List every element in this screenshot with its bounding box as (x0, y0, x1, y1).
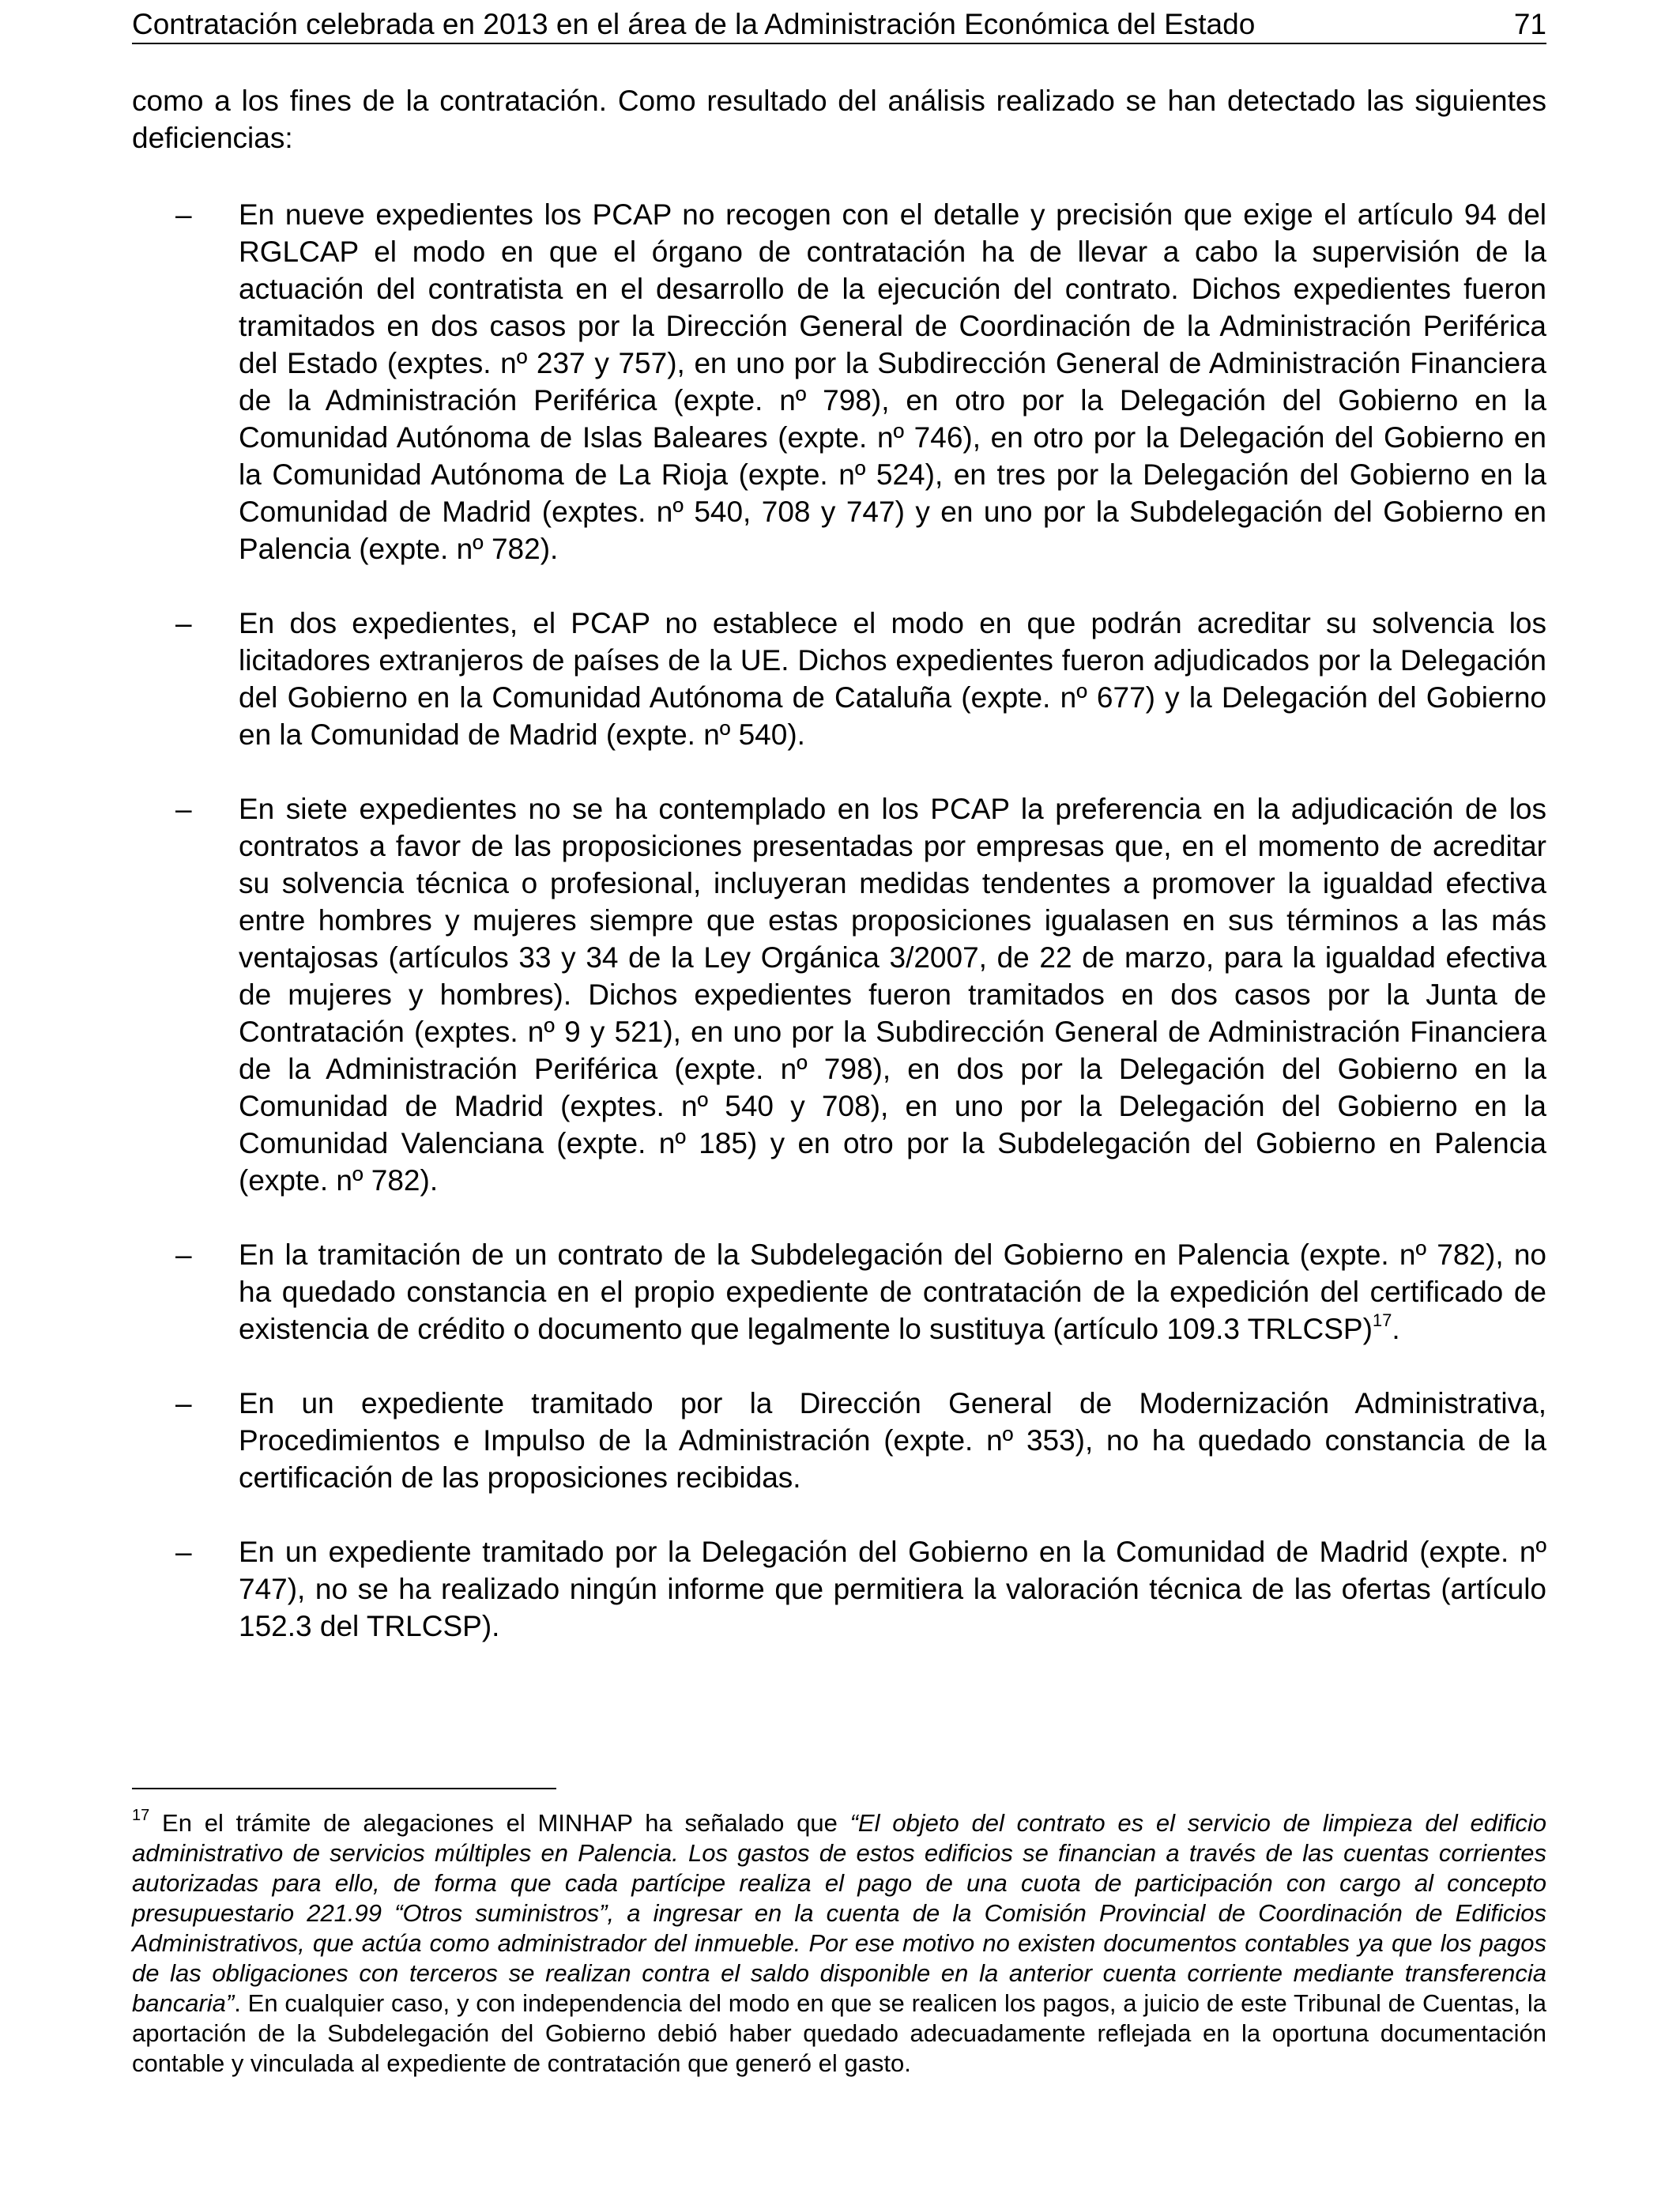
dash-marker: – (175, 1536, 192, 1568)
dash-marker: – (175, 793, 192, 825)
intro-paragraph: como a los fines de la contratación. Como resultado del análisis realizado se han detectado las siguientes deficiencias: (132, 85, 1546, 154)
footnote-quote: “El objeto del contrato es el servicio de limpieza del edificio administrativo de servicios múltiples en Palencia. Los gastos de estos edificios se financian a través de las cuentas corrientes autorizadas para ello, de forma que cada partícipe realiza el pago de una cuota de participación con cargo al concepto presupuestario 221.99 “Otros suministros”, a ingresar en la cuenta de la Comisión Provincial de Coordinación de Edificios Administrativos, que actúa como administrador del inmueble. Por ese motivo no existen documentos contables ya que los pagos de las obligaciones con terceros se realizan contra el saldo disponible en la anterior cuenta corriente mediante transferencia bancaria” (132, 1809, 1546, 2017)
list-item (132, 1385, 1546, 1496)
list-item (132, 196, 1546, 567)
footnote (132, 1808, 1546, 2079)
list-item-text: En dos expedientes, el PCAP no establece el modo en que podrán acreditar su solvencia los licitadores extranjeros de países de la UE. Dichos expedientes fueron adjudicados por la Delegación del Gobierno en la Comunidad Autónoma de Cataluña (expte. nº 677) y la Delegación del Gobierno en la Comunidad de Madrid (expte. nº 540). (239, 607, 1546, 751)
footnote-number: 17 (132, 1807, 150, 1824)
footnote-lead: En el trámite de alegaciones el MINHAP ha señalado que (162, 1809, 850, 1837)
page-number: 71 (1513, 8, 1546, 40)
deficiency-list (132, 196, 1546, 1682)
list-item (132, 1533, 1546, 1645)
list-item-text: En nueve expedientes los PCAP no recogen con el detalle y precisión que exige el artículo 94 del RGLCAP el modo en que el órgano de contratación ha de llevar a cabo la supervisión de la actuación del contratista en el desarrollo de la ejecución del contrato. Dichos expedientes fueron tramitados en dos casos por la Dirección General de Coordinación de la Administración Periférica del Estado (exptes. nº 237 y 757), en uno por la Subdirección General de Administración Financiera de la Administración Periférica (expte. nº 798), en otro por la Delegación del Gobierno en la Comunidad Autónoma de Islas Baleares (expte. nº 746), en otro por la Delegación del Gobierno en la Comunidad Autónoma de La Rioja (expte. nº 524), en tres por la Delegación del Gobierno en la Comunidad de Madrid (exptes. nº 540, 708 y 747) y en uno por la Subdelegación del Gobierno en Palencia (expte. nº 782). (239, 198, 1546, 565)
dash-marker: – (175, 607, 192, 639)
footnote-reference[interactable]: 17 (1372, 1310, 1392, 1330)
footnote-separator (132, 1788, 556, 1789)
list-item (132, 605, 1546, 753)
list-item-end: . (1392, 1313, 1400, 1345)
dash-marker: – (175, 1238, 192, 1271)
dash-marker: – (175, 1387, 192, 1419)
list-item-text: En siete expedientes no se ha contemplado en los PCAP la preferencia en la adjudicación de los contratos a favor de las proposiciones presentadas por empresas que, en el momento de acreditar su solvencia técnica o profesional, incluyeran medidas tendentes a promover la igualdad efectiva entre hombres y mujeres siempre que estas proposiciones igualasen en sus términos a las más ventajosas (artículos 33 y 34 de la Ley Orgánica 3/2007, de 22 de marzo, para la igualdad efectiva de mujeres y hombres). Dichos expedientes fueron tramitados en dos casos por la Junta de Contratación (exptes. nº 9 y 521), en uno por la Subdirección General de Administración Financiera de la Administración Periférica (expte. nº 798), en dos por la Delegación del Gobierno en la Comunidad de Madrid (exptes. nº 540 y 708), en uno por la Delegación del Gobierno en la Comunidad Valenciana (expte. nº 185) y en otro por la Subdelegación del Gobierno en Palencia (expte. nº 782). (239, 793, 1546, 1197)
list-item-text: En un expediente tramitado por la Dirección General de Modernización Administrativa, Procedimientos e Impulso de la Administración (expte. nº 353), no ha quedado constancia de la certificación de las proposiciones recibidas. (239, 1387, 1546, 1494)
list-item-text: En un expediente tramitado por la Delegación del Gobierno en la Comunidad de Madrid (expte. nº 747), no se ha realizado ningún informe que permitiera la valoración técnica de las ofertas (artículo 152.3 del TRLCSP). (239, 1536, 1546, 1642)
dash-marker: – (175, 198, 192, 231)
list-item (132, 1236, 1546, 1348)
running-header (132, 6, 1546, 44)
footnote-tail: . En cualquier caso, y con independencia del modo en que se realicen los pagos, a juicio de este Tribunal de Cuentas, la aportación de la Subdelegación del Gobierno debió haber quedado adecuadamente reflejada en la oportuna documentación contable y vinculada al expediente de contratación que generó el gasto. (132, 1989, 1546, 2077)
list-item-text: En la tramitación de un contrato de la Subdelegación del Gobierno en Palencia (expte. nº 782), no ha quedado constancia en el propio expediente de contratación de la expedición del certificado de existencia de crédito o documento que legalmente lo sustituya (artículo 109.3 TRLCSP) (239, 1238, 1546, 1345)
header-title: Contratación celebrada en 2013 en el área de la Administración Económica del Estado (132, 8, 1256, 40)
list-item (132, 790, 1546, 1199)
